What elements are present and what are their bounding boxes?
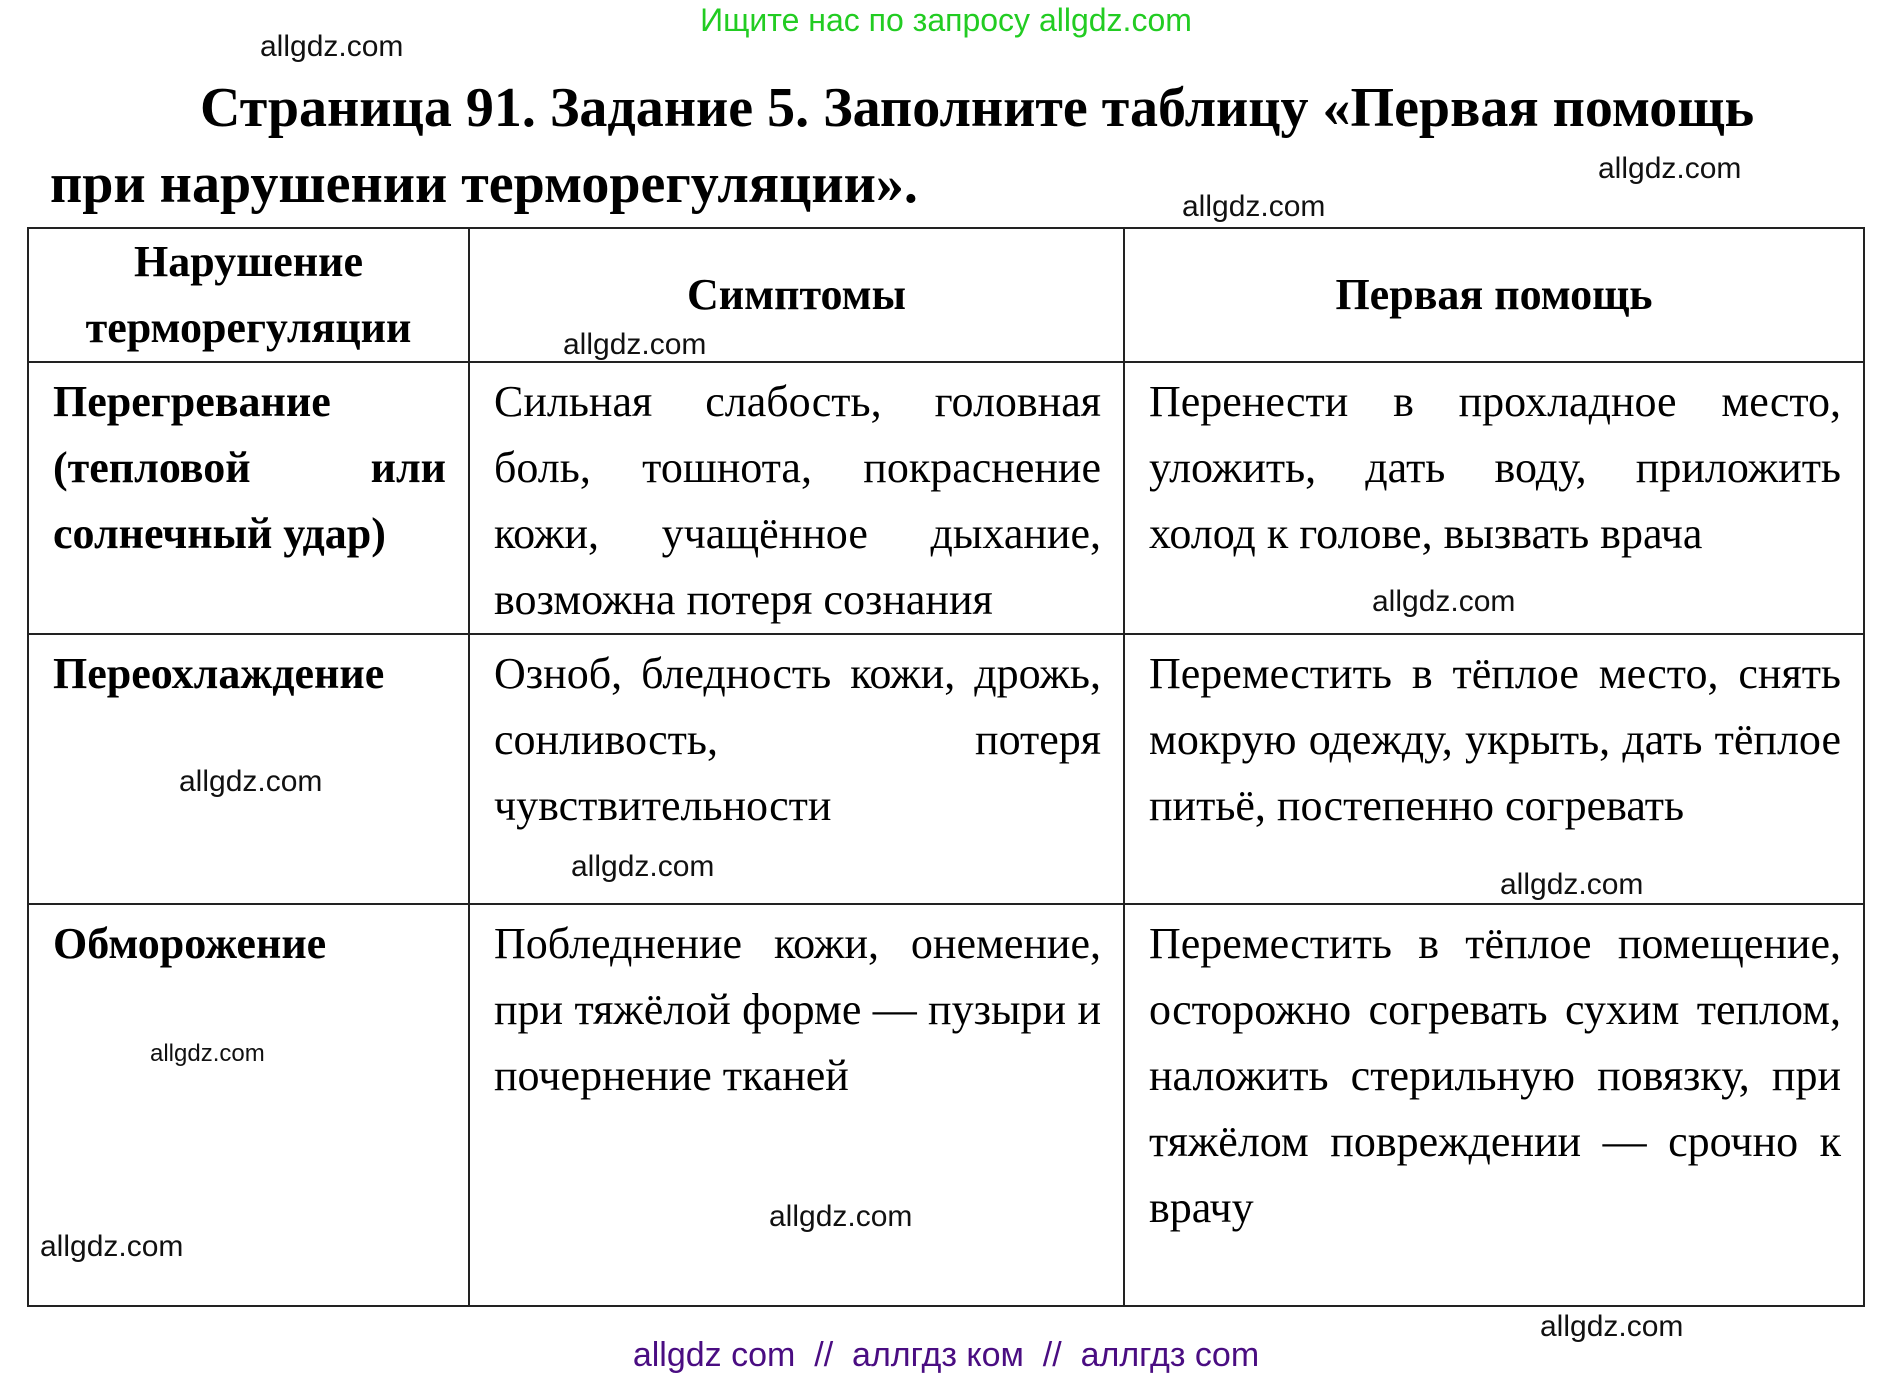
symptoms-cell: Побледнение кожи, онемение, при тяжёлой форме — пузыри и почернение тканей [469,904,1124,1306]
table-row [28,904,1864,1306]
header-disorder: Нарушение терморегуляции [28,228,469,362]
disorder-cell: Обморожение [28,904,469,1306]
watermark: allgdz.com [1372,585,1516,618]
watermark: allgdz.com [1598,152,1742,185]
disorder-cell: Переохлаждение [28,634,469,904]
watermark: allgdz.com [563,328,707,361]
search-banner: Ищите нас по запросу allgdz.com [700,2,1192,38]
header-first-aid: Первая помощь [1124,228,1864,362]
header-symptoms: Симптомы [469,228,1124,362]
first-aid-cell: Переместить в тёплое место, снять мокрую одежду, укрыть, дать тёплое питьё, постепенно согревать [1124,634,1864,904]
first-aid-cell: Перенести в прохладное место, уложить, дать воду, приложить холод к голове, вызвать врача [1124,362,1864,634]
watermark: allgdz.com [40,1230,184,1263]
watermark: allgdz.com [150,1040,265,1067]
disorder-cell: Перегревание (тепловой или солнечный удар) [28,362,469,634]
table-header-row [28,228,1864,362]
first-aid-cell: Переместить в тёплое помещение, осторожно согревать сухим теплом, наложить стерильную повязку, при тяжёлом повреждении — срочно к врачу [1124,904,1864,1306]
watermark: allgdz.com [571,850,715,883]
symptoms-cell: Озноб, бледность кожи, дрожь, сонливость, потеря чувствительности [469,634,1124,904]
watermark: allgdz.com [1182,190,1326,223]
watermark: allgdz.com [1500,868,1644,901]
watermark: allgdz.com [179,765,323,798]
table-row [28,362,1864,634]
symptoms-cell: Сильная слабость, головная боль, тошнота, покраснение кожи, учащённое дыхание, возможна потеря сознания [469,362,1124,634]
page-title: Страница 91. Задание 5. Заполните таблицу «Первая помощь при нарушении терморегуляции». [50,77,1755,215]
watermark: allgdz.com [769,1200,913,1233]
footer-links: allgdz com // аллгдз ком // аллгдз com [632,1336,1260,1374]
watermark: allgdz.com [260,30,404,63]
watermark: allgdz.com [1540,1310,1684,1343]
